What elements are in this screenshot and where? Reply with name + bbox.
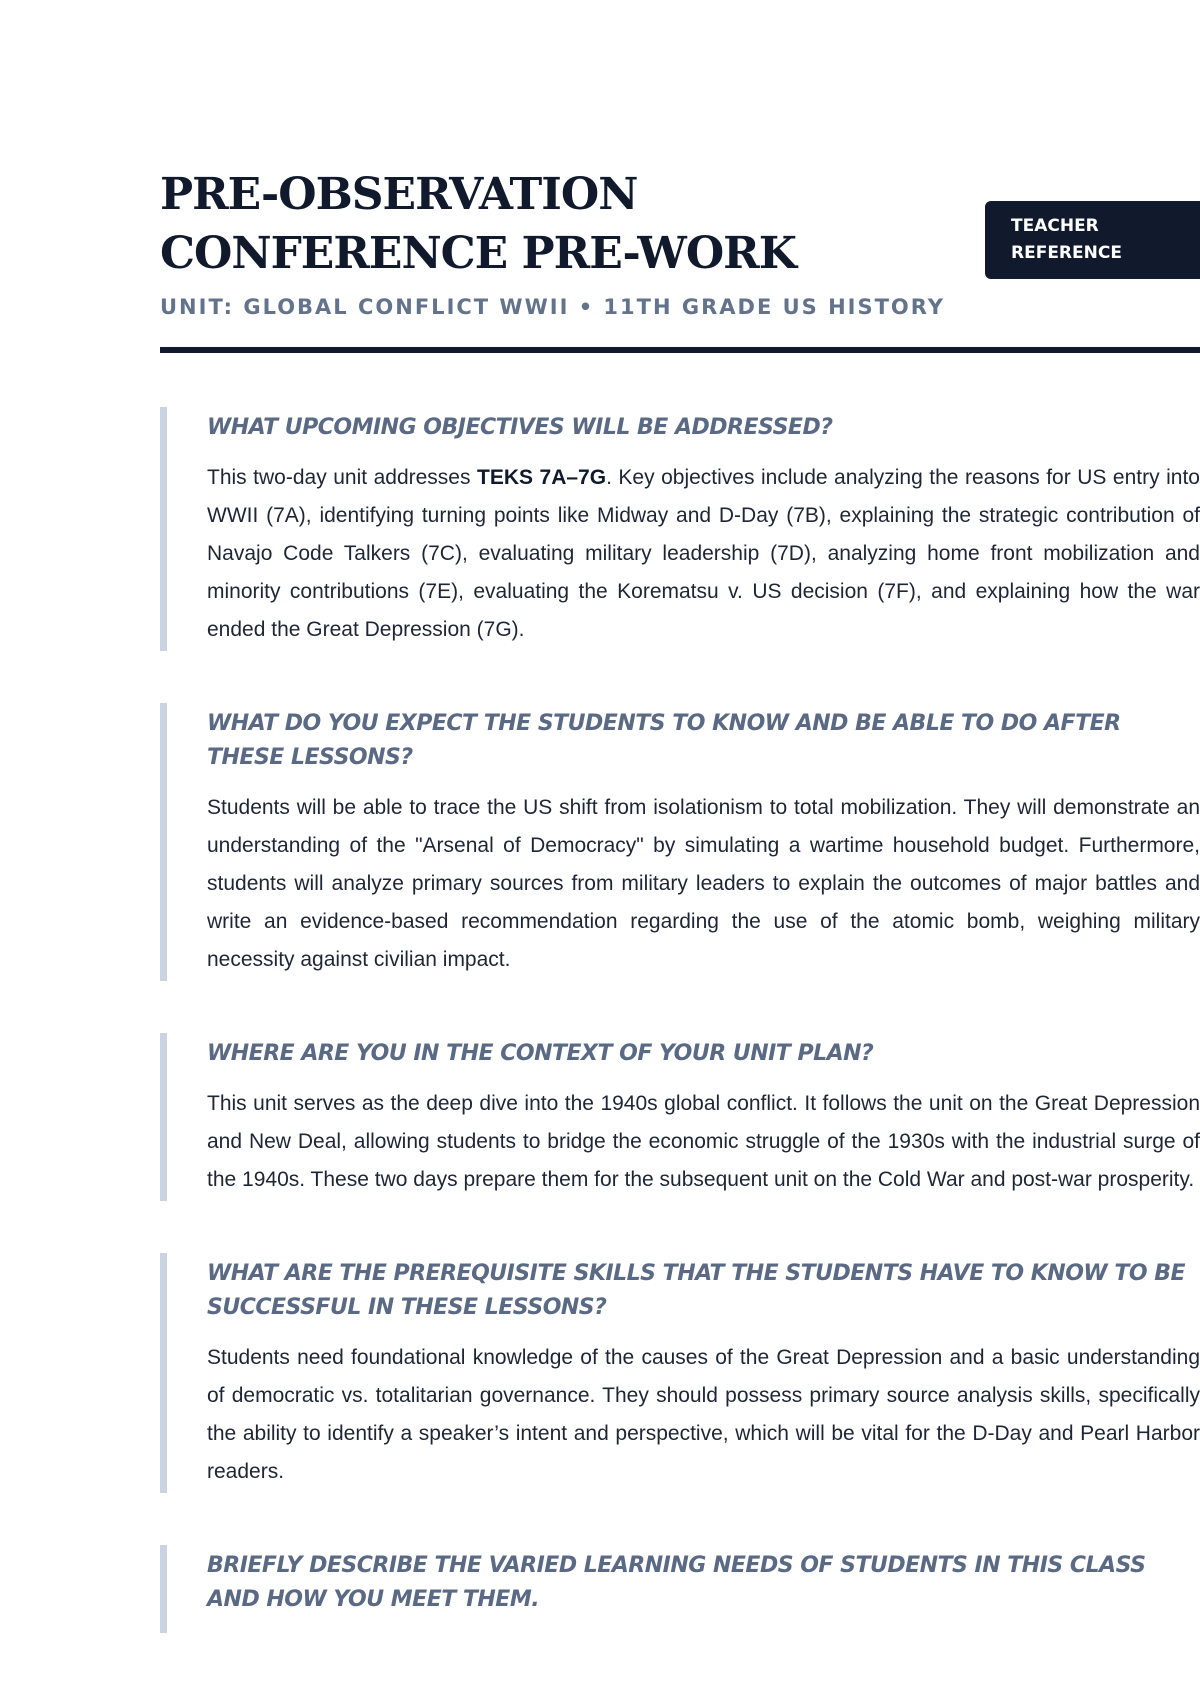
section-question: WHAT ARE THE PREREQUISITE SKILLS THAT THE STUDENTS HAVE TO KNOW TO BE SUCCESSFUL IN THESE LESSONS? xyxy=(207,1261,1186,1320)
section-answer xyxy=(207,459,1200,651)
unit-subtitle: UNIT: GLOBAL CONFLICT WWII • 11TH GRADE US HISTORY xyxy=(160,295,946,319)
section-question: WHAT DO YOU EXPECT THE STUDENTS TO KNOW AND BE ABLE TO DO AFTER THESE LESSONS? xyxy=(207,711,1121,770)
section-unit-context xyxy=(160,1033,1200,1201)
section-answer: Students need foundational knowledge of the causes of the Great Depression and a basic understanding of democratic vs. totalitarian governance. They should possess primary source analysis skills, specifically the ability to identify a speaker’s intent and perspective, which will be vital for the D-Day and Pearl Harbor readers. xyxy=(207,1346,1200,1483)
section-prerequisite-skills xyxy=(160,1253,1200,1493)
section-question: WHAT UPCOMING OBJECTIVES WILL BE ADDRESSED? xyxy=(207,415,833,440)
section-answer: This unit serves as the deep dive into the 1940s global conflict. It follows the unit on the Great Depression and New Deal, allowing students to bridge the economic struggle of the 1930s with the industrial surge of the 1940s. These two days prepare them for the subsequent unit on the Cold War and post-war prosperity. xyxy=(207,1092,1200,1191)
section-objectives xyxy=(160,407,1200,651)
document-header xyxy=(160,165,1200,345)
section-expected-outcomes xyxy=(160,703,1200,981)
section-question: BRIEFLY DESCRIBE THE VARIED LEARNING NEEDS OF STUDENTS IN THIS CLASS AND HOW YOU MEET THEM. xyxy=(207,1553,1146,1612)
teks-code: TEKS 7A–7G xyxy=(477,466,607,489)
answer-text: This two-day unit addresses xyxy=(207,466,477,489)
question-sections xyxy=(160,407,1200,1685)
section-answer: Students will be able to trace the US shift from isolationism to total mobilization. They will demonstrate an understanding of the "Arsenal of Democracy" by simulating a wartime household budget. Furthermore, students will analyze primary sources from military leaders to explain the outcomes of major battles and write an evidence-based recommendation regarding the use of the atomic bomb, weighing military necessity against civilian impact. xyxy=(207,796,1200,971)
section-question: WHERE ARE YOU IN THE CONTEXT OF YOUR UNIT PLAN? xyxy=(207,1041,874,1066)
page-title: PRE-OBSERVATION CONFERENCE PRE-WORK xyxy=(160,169,796,279)
answer-text: . Key objectives include analyzing the reasons for US entry into WWII (7A), identifying turning points like Midway and D-Day (7B), explaining the strategic contribution of Navajo Code Talkers (7C), evaluating military leadership (7D), analyzing home front mobilization and minority contributions (7E), evaluating the Korematsu v. US decision (7F), and explaining how the war ended the Great Depression (7G). xyxy=(207,466,1200,641)
section-answer xyxy=(207,1631,1200,1633)
document-page xyxy=(160,165,1200,1612)
teacher-reference-badge: TEACHER REFERENCE xyxy=(985,201,1200,279)
header-divider xyxy=(160,347,1200,353)
section-learning-needs xyxy=(160,1545,1200,1633)
